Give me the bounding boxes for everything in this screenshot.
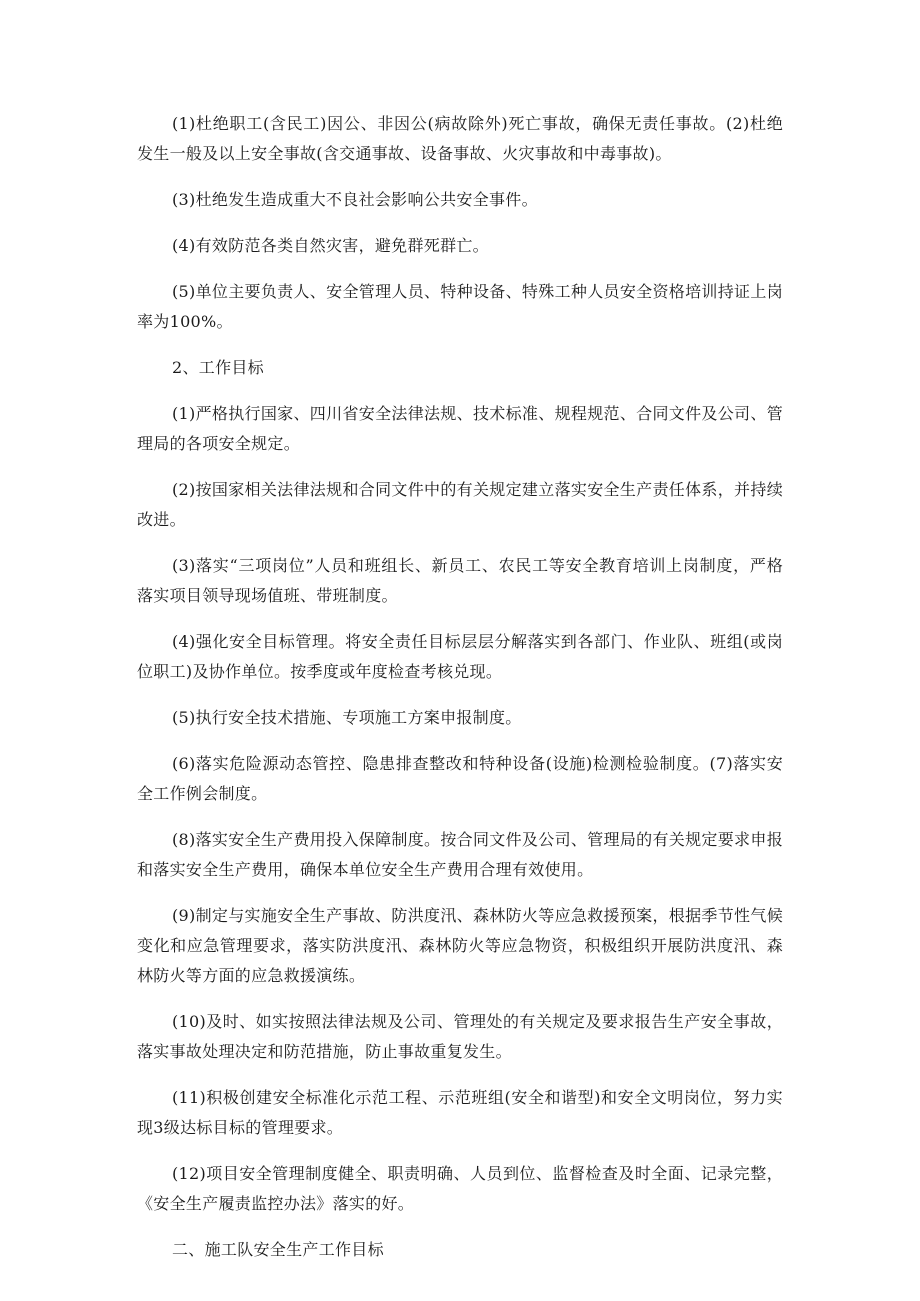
paragraph-10: (5)执行安全技术措施、专项施工方案申报制度。 [172,708,522,727]
paragraph-13: (9)制定与实施安全生产事故、防洪度汛、森林防火等应急救援预案，根据季节性气候变化和应急管理要求，落实防洪度汛、森林防火等应急物资，积极组织开展防洪度汛、森林防火等方面的应急救援演练。 [137,906,783,985]
paragraph-16: (12)项目安全管理制度健全、职责明确、人员到位、监督检查及时全面、记录完整，《安全生产履责监控办法》落实的好。 [137,1164,783,1213]
section-heading-team-safety-goals: 二、施工队安全生产工作目标 [172,1240,384,1259]
paragraph-12: (8)落实安全生产费用投入保障制度。按合同文件及公司、管理局的有关规定要求申报和落实安全生产费用，确保本单位安全生产费用合理有效使用。 [137,830,783,879]
paragraph-9: (4)强化安全目标管理。将安全责任目标层层分解落实到各部门、作业队、班组(或岗位职工)及协作单位。按季度或年度检查考核兑现。 [137,632,783,681]
paragraph-15: (11)积极创建安全标准化示范工程、示范班组(安全和谐型)和安全文明岗位，努力实现3级达标目标的管理要求。 [137,1088,783,1137]
paragraph-8: (3)落实“三项岗位”人员和班组长、新员工、农民工等安全教育培训上岗制度，严格落实项目领导现场值班、带班制度。 [137,556,783,605]
paragraph-7: (2)按国家相关法律法规和合同文件中的有关规定建立落实安全生产责任体系，并持续改进。 [137,480,783,529]
paragraph-3: (4)有效防范各类自然灾害，避免群死群亡。 [172,236,489,255]
paragraph-11: (6)落实危险源动态管控、隐患排查整改和特种设备(设施)检测检验制度。(7)落实安全工作例会制度。 [137,754,783,803]
document-body [137,109,783,1281]
paragraph-4: (5)单位主要负责人、安全管理人员、特种设备、特殊工种人员安全资格培训持证上岗率为100%。 [137,282,783,331]
section-heading-work-goals: 2、工作目标 [172,358,264,377]
paragraph-14: (10)及时、如实按照法律法规及公司、管理处的有关规定及要求报告生产安全事故，落实事故处理决定和防范措施，防止事故重复发生。 [137,1012,783,1061]
paragraph-6: (1)严格执行国家、四川省安全法律法规、技术标准、规程规范、合同文件及公司、管理局的各项安全规定。 [137,404,783,453]
paragraph-2: (3)杜绝发生造成重大不良社会影响公共安全事件。 [172,190,538,209]
paragraph-1: (1)杜绝职工(含民工)因公、非因公(病故除外)死亡事故，确保无责任事故。(2)杜绝发生一般及以上安全事故(含交通事故、设备事故、火灾事故和中毒事故)。 [137,114,783,163]
